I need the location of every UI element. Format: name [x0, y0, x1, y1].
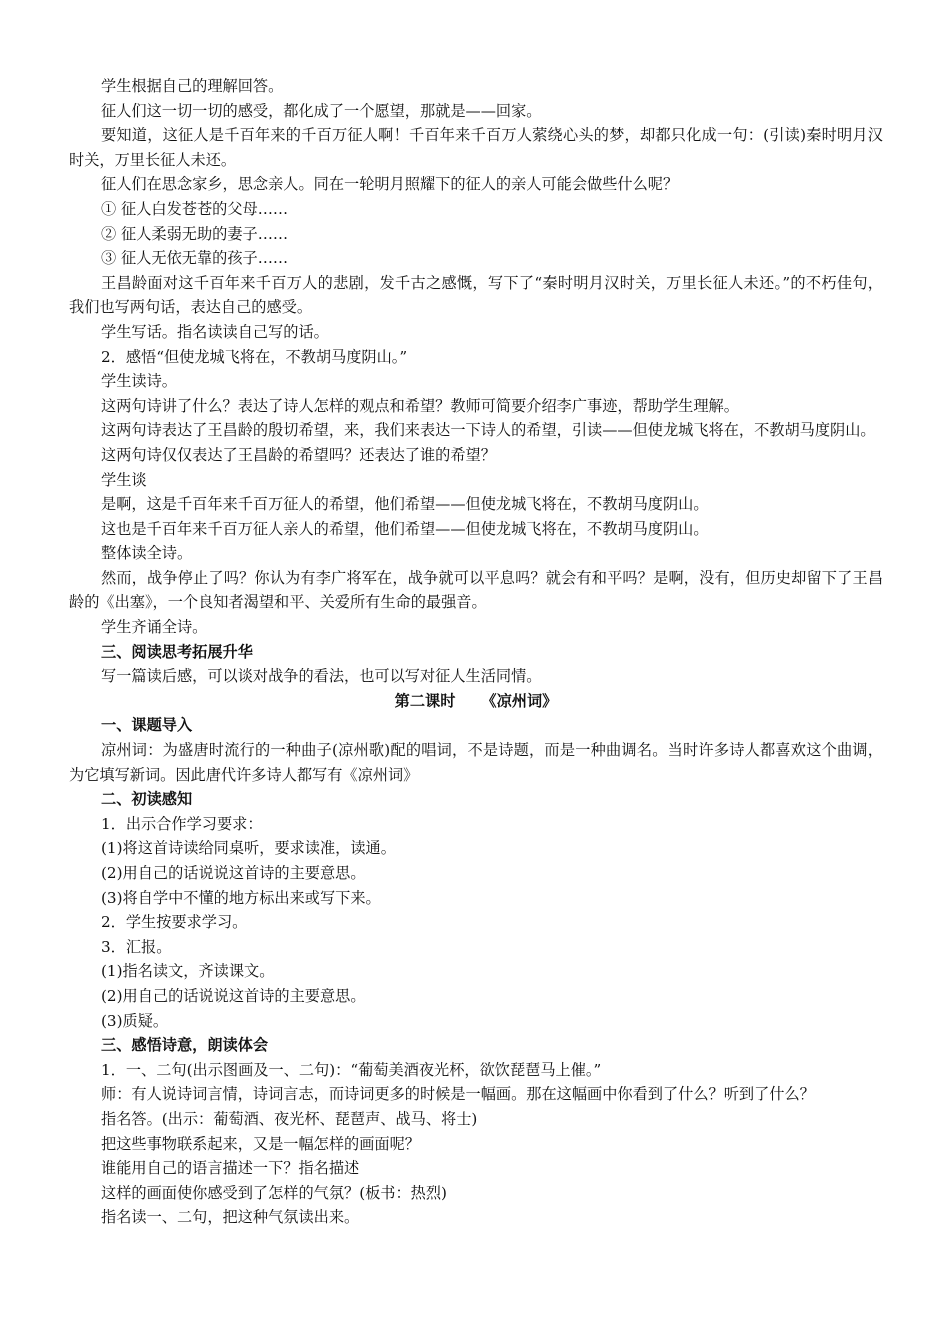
paragraph: 是啊，这是千百年来千百万征人的希望，他们希望——但使龙城飞将在，不教胡马度阴山。 — [101, 495, 709, 514]
paragraph: 2．学生按要求学习。 — [101, 913, 248, 932]
list-item: (3)质疑。 — [101, 1011, 169, 1030]
paragraph: 指名答。(出示：葡萄酒、夜光杯、琵琶声、战马、将士) — [101, 1109, 478, 1128]
list-item: ② 征人柔弱无助的妻子…… — [101, 224, 289, 243]
paragraph: 整体读全诗。 — [101, 544, 193, 563]
paragraph: 学生写话。指名读读自己写的话。 — [101, 322, 329, 341]
paragraph: 学生齐诵全诗。 — [101, 618, 208, 637]
list-item: ③ 征人无依无靠的孩子…… — [101, 249, 289, 268]
section-heading: 二、初读感知 — [101, 790, 193, 809]
list-item: (2)用自己的话说说这首诗的主要意思。 — [101, 864, 366, 882]
list-item: (3)将自学中不懂的地方标出来或写下来。 — [101, 888, 381, 907]
section-heading: 三、感悟诗意，朗读体会 — [101, 1036, 269, 1055]
paragraph: 这两句诗仅仅表达了王昌龄的希望吗？还表达了谁的希望？ — [101, 445, 496, 464]
paragraph: 1．一、二句(出示图画及一、二句)：“葡萄美酒夜光杯，欲饮琵琶马上催。” — [101, 1060, 602, 1079]
list-item: (1)将这首诗读给同桌听，要求读准，读通。 — [101, 839, 396, 858]
paragraph: 师：有人说诗词言情，诗词言志，而诗词更多的时候是一幅画。那在这幅画中你看到了什么？听到了什么？ — [101, 1085, 815, 1104]
paragraph: 王昌龄面对这千百年来千百万人的悲剧，发千古之感慨，写下了“秦时明月汉时关，万里长征人未还。”的不朽佳句，我们也写两句话，表达自己的感受。 — [69, 273, 883, 317]
paragraph: 学生根据自己的理解回答。 — [101, 77, 284, 95]
paragraph: 3．汇报。 — [101, 937, 172, 956]
paragraph: 凉州词：为盛唐时流行的一种曲子(凉州歌)配的唱词，不是诗题，而是一种曲调名。当时许多诗人都喜欢这个曲调，为它填写新词。因此唐代许多诗人都写有《凉州词》 — [69, 741, 883, 784]
paragraph: 写一篇读后感，可以谈对战争的看法，也可以写对征人生活同情。 — [101, 667, 542, 686]
document-page — [69, 74, 883, 1230]
paragraph: 学生读诗。 — [101, 372, 177, 391]
paragraph: 这两句诗讲了什么？表达了诗人怎样的观点和希望？教师可简要介绍李广事迹，帮助学生理解。 — [101, 396, 739, 415]
section-heading: 一、课题导入 — [101, 716, 193, 735]
paragraph: 指名读一、二句，把这种气氛读出来。 — [101, 1208, 360, 1227]
list-item: ① 征人白发苍苍的父母…… — [101, 199, 289, 218]
list-item: (2)用自己的话说说这首诗的主要意思。 — [101, 986, 366, 1005]
paragraph: 这两句诗表达了王昌龄的殷切希望，来，我们来表达一下诗人的希望，引读——但使龙城飞将在，不教胡马度阴山。 — [101, 421, 876, 440]
list-item: (1)指名读文，齐读课文。 — [101, 962, 275, 981]
lesson-title — [69, 689, 883, 714]
section-heading: 三、阅读思考拓展升华 — [101, 642, 253, 661]
paragraph: 2．感悟“但使龙城飞将在，不教胡马度阴山。” — [101, 347, 408, 366]
paragraph: 这也是千百年来千百万征人亲人的希望，他们希望——但使龙城飞将在，不教胡马度阴山。 — [101, 519, 709, 538]
lesson-title-poem: 《凉州词》 — [481, 691, 558, 710]
lesson-title-period: 第二课时 — [394, 691, 456, 710]
paragraph: 然而，战争停止了吗？你认为有李广将军在，战争就可以平息吗？就会有和平吗？是啊，没有，但历史却留下了王昌龄的《出塞》，一个良知者渴望和平、关爱所有生命的最强音。 — [69, 568, 883, 612]
paragraph: 谁能用自己的语言描述一下？指名描述 — [101, 1159, 360, 1178]
paragraph: 把这些事物联系起来，又是一幅怎样的画面呢？ — [101, 1134, 420, 1153]
paragraph: 征人们这一切一切的感受，都化成了一个愿望，那就是——回家。 — [101, 101, 542, 120]
paragraph: 要知道，这征人是千百年来的千百万征人啊！千百年来千百万人萦绕心头的梦，却都只化成一句：(引读)秦时明月汉时关，万里长征人未还。 — [69, 126, 883, 169]
paragraph: 1．出示合作学习要求： — [101, 814, 263, 833]
paragraph: 征人们在思念家乡，思念亲人。同在一轮明月照耀下的征人的亲人可能会做些什么呢？ — [101, 175, 679, 194]
paragraph: 这样的画面使你感受到了怎样的气氛？(板书：热烈) — [101, 1183, 447, 1202]
paragraph: 学生谈 — [101, 470, 147, 489]
